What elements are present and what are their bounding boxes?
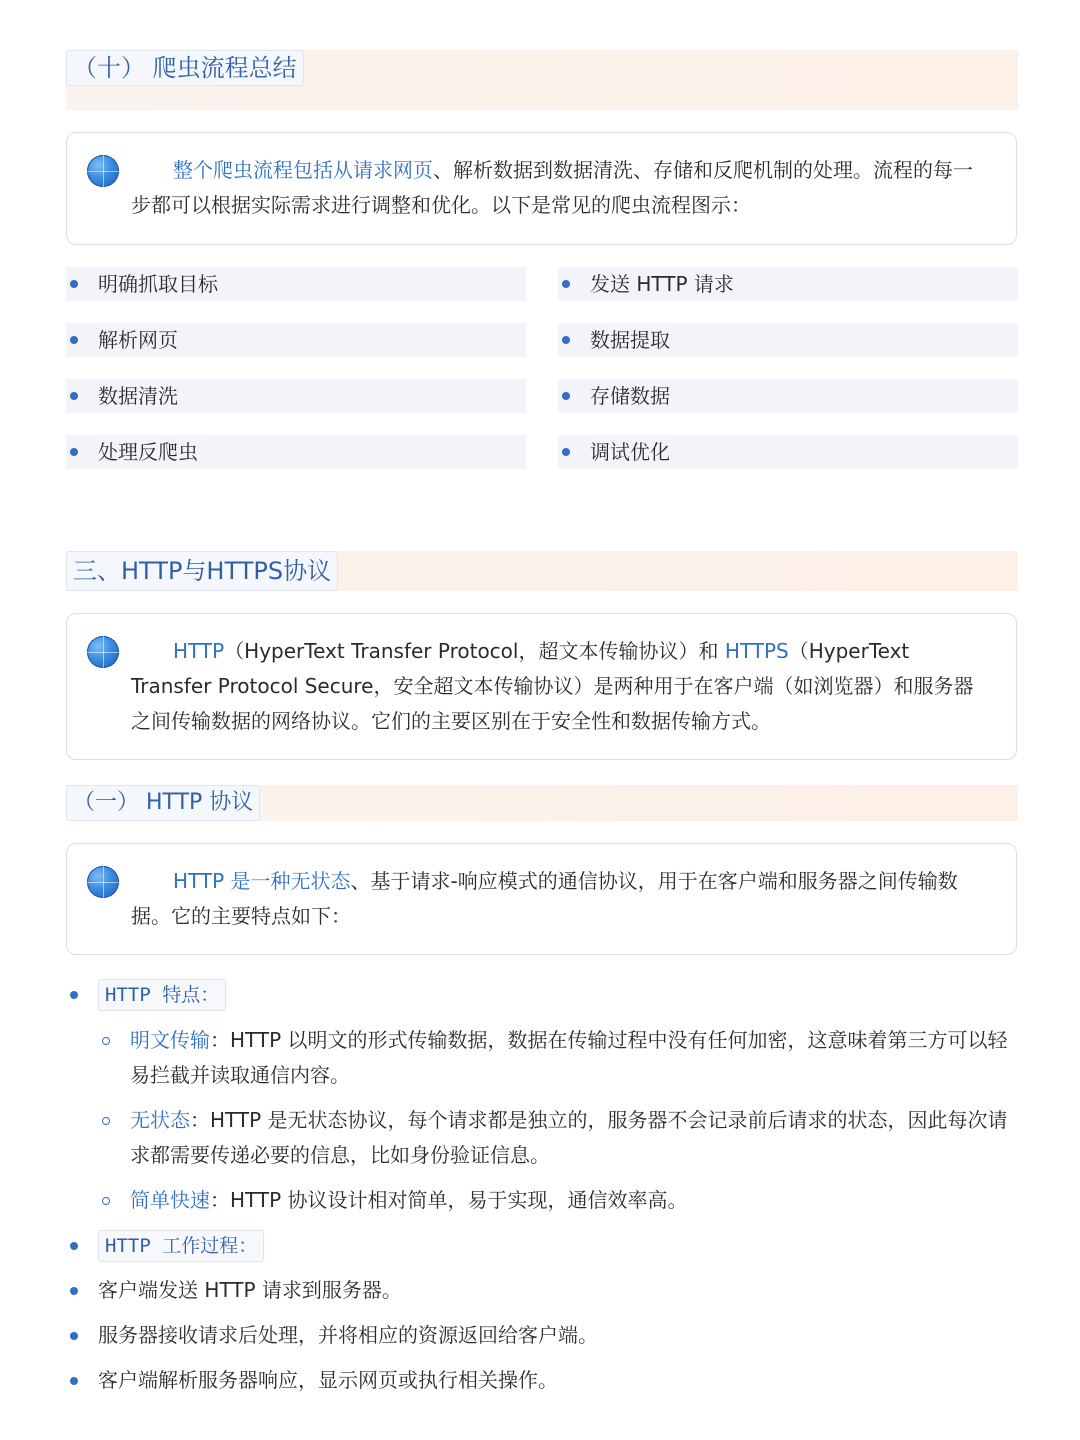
callout-text <box>131 634 988 739</box>
bullet-dot <box>70 1287 78 1295</box>
term-desc: ：HTTP 以明文的形式传输数据，数据在传输过程中没有任何加密，这意味着第三方可以轻易拦截并读取通信内容。 <box>130 1028 1008 1087</box>
callout-highlight: 整个爬虫流程包括从请求网页 <box>173 158 433 182</box>
list-item-label: 存储数据 <box>590 384 670 408</box>
list-item <box>66 267 526 301</box>
globe-icon <box>87 636 119 668</box>
sub-list-item <box>100 1023 1020 1093</box>
callout-body: 、基于请求-响应模式的通信协议，用于在客户端和服务器之间传输数据。它的主要特点如下： <box>131 869 958 928</box>
list-item <box>66 323 526 357</box>
sub-list-item <box>100 1183 1020 1218</box>
list-item <box>558 267 1018 301</box>
bullet-dot <box>70 1332 78 1340</box>
list-item <box>66 1228 264 1263</box>
list-item-label: 数据清洗 <box>98 384 178 408</box>
callout-highlight: HTTPS <box>724 639 789 663</box>
bullet-dot <box>70 991 78 999</box>
bullet-dot <box>70 336 78 344</box>
list-item-label: 处理反爬虫 <box>98 440 198 464</box>
inline-code-label: HTTP 工作过程： <box>98 1230 264 1262</box>
term: 明文传输 <box>130 1028 210 1052</box>
callout-highlight: HTTP 是一种无状态 <box>173 869 351 893</box>
term-desc: ：HTTP 协议设计相对简单，易于实现，通信效率高。 <box>210 1188 688 1212</box>
list-item <box>66 435 526 469</box>
bullet-dot <box>562 392 570 400</box>
sub-list-item <box>100 1103 1020 1173</box>
section-heading-bar <box>66 50 1018 110</box>
callout-text <box>131 153 988 223</box>
list-item <box>66 1318 598 1353</box>
list-item <box>66 977 226 1012</box>
callout-text <box>131 864 988 934</box>
info-callout <box>66 843 1017 955</box>
list-item-label: 解析网页 <box>98 328 178 352</box>
bullet-dot <box>70 392 78 400</box>
term: 无状态 <box>130 1108 190 1132</box>
list-item-label: 客户端发送 HTTP 请求到服务器。 <box>98 1278 402 1302</box>
list-item <box>66 379 526 413</box>
list-item-label: 服务器接收请求后处理，并将相应的资源返回给客户端。 <box>98 1323 598 1347</box>
section-heading: 三、HTTP与HTTPS协议 <box>66 551 338 591</box>
bullet-dot <box>70 1242 78 1250</box>
bullet-ring <box>102 1117 110 1125</box>
term: 简单快速 <box>130 1188 210 1212</box>
bullet-dot <box>70 1377 78 1385</box>
callout-body: （HyperText Transfer Protocol Secure，安全超文本传输协议）是两种用于在客户端（如浏览器）和服务器之间传输数据的网络协议。它们的主要区别在于安全性和数据传输方式。 <box>131 639 974 733</box>
bullet-dot <box>562 280 570 288</box>
callout-highlight: HTTP <box>173 639 225 663</box>
info-callout <box>66 613 1017 760</box>
list-item-label: 客户端解析服务器响应，显示网页或执行相关操作。 <box>98 1368 558 1392</box>
list-item <box>66 1363 558 1398</box>
info-callout <box>66 132 1017 245</box>
list-item <box>558 379 1018 413</box>
bullet-ring <box>102 1197 110 1205</box>
list-item <box>66 1273 402 1308</box>
section-heading-bar <box>66 551 1018 591</box>
list-item-label: 数据提取 <box>590 328 670 352</box>
inline-code-label: HTTP 特点： <box>98 979 226 1011</box>
list-item-label: 发送 HTTP 请求 <box>590 272 734 296</box>
list-item-label: 调试优化 <box>590 440 670 464</box>
bullet-dot <box>70 448 78 456</box>
callout-body: （HyperText Transfer Protocol，超文本传输协议）和 <box>224 639 725 663</box>
bullet-ring <box>102 1037 110 1045</box>
section-heading: （十） 爬虫流程总结 <box>66 50 304 86</box>
list-item <box>558 435 1018 469</box>
section-heading-bar <box>66 785 1018 821</box>
list-item <box>558 323 1018 357</box>
callout-body: 、解析数据到数据清洗、存储和反爬机制的处理。流程的每一步都可以根据实际需求进行调整和优化。以下是常见的爬虫流程图示： <box>131 158 973 217</box>
list-item-label: 明确抓取目标 <box>98 272 218 296</box>
globe-icon <box>87 866 119 898</box>
bullet-dot <box>70 280 78 288</box>
bullet-dot <box>562 448 570 456</box>
section-heading: （一） HTTP 协议 <box>66 785 260 821</box>
globe-icon <box>87 155 119 187</box>
bullet-dot <box>562 336 570 344</box>
term-desc: ：HTTP 是无状态协议，每个请求都是独立的，服务器不会记录前后请求的状态，因此每次请求都需要传递必要的信息，比如身份验证信息。 <box>130 1108 1008 1167</box>
